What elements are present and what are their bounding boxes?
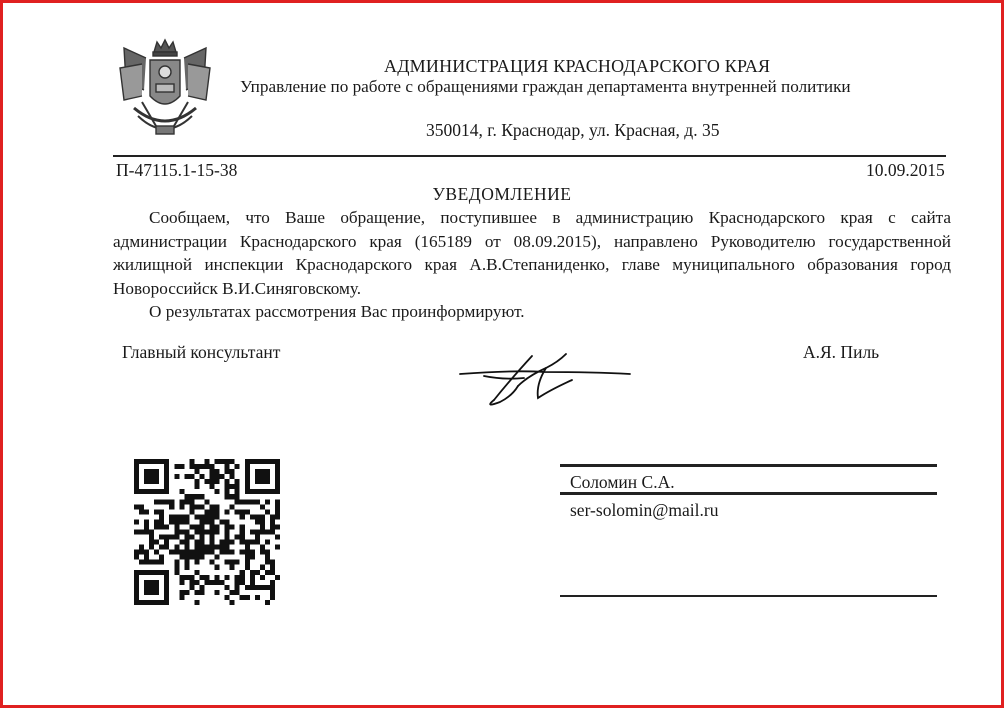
executor-top-rule [560,464,937,467]
department-name: Управление по работе с обращениями граждан департамента внутренней политики [240,77,851,96]
registration-number: П-47115.1-15-38 [116,160,238,180]
authority-address: 350014, г. Краснодар, ул. Красная, д. 35 [426,120,720,140]
registration-date: 10.09.2015 [866,160,945,180]
document-title: УВЕДОМЛЕНИЕ [432,184,572,204]
header-divider [113,155,946,157]
body-paragraph: Сообщаем, что Ваше обращение, поступившее в администрацию Краснодарского края с сайта администрации Краснодарского края (165189 от 08.09.2015), направлено Руководителю государственной жилищной инспекции Краснодарского края А.В.Степаниденко, главе муниципального образования город Новороссийск В.И.Синяговскому. [113,208,951,298]
document-body [113,206,951,324]
executor-bottom-rule [560,595,937,597]
coat-of-arms-icon [116,38,214,146]
signatory-position: Главный консультант [122,342,281,362]
executor-name: Соломин С.А. [570,472,675,492]
authority-name: АДМИНИСТРАЦИЯ КРАСНОДАРСКОГО КРАЯ [384,56,771,76]
executor-middle-rule [560,492,937,495]
handwritten-signature [454,350,634,412]
body-paragraph: О результатах рассмотрения Вас проинформируют. [149,302,525,321]
executor-email: ser-solomin@mail.ru [570,500,719,520]
qr-code [134,459,280,605]
signatory-name: А.Я. Пиль [803,342,880,362]
